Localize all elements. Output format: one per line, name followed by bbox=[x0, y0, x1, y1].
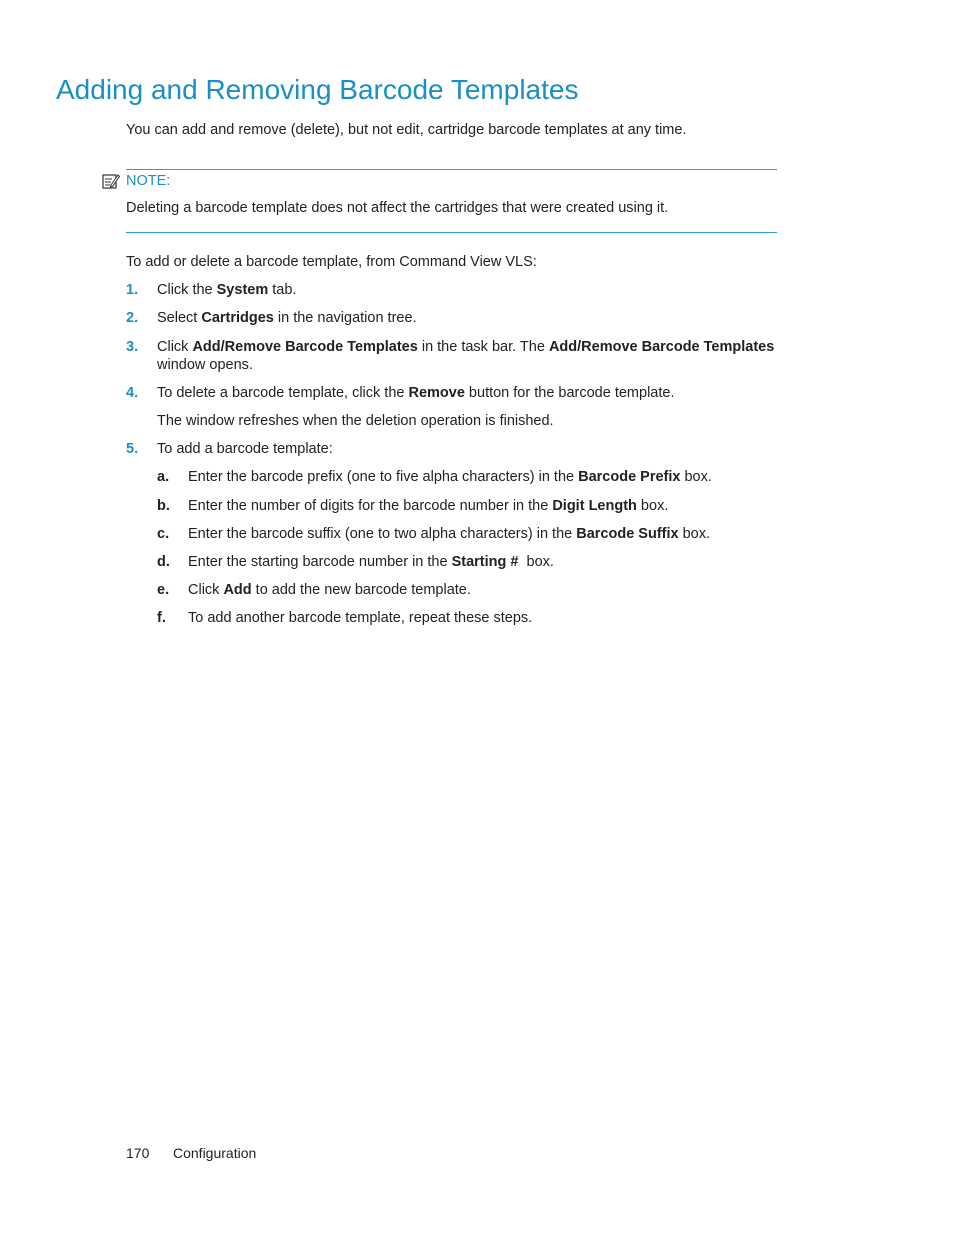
ui-term: Add bbox=[223, 582, 252, 598]
ui-term: Starting # bbox=[451, 554, 519, 570]
step-number: 4. bbox=[126, 385, 139, 401]
step-text: Click Add/Remove Barcode Templates in the task bar. The Add/Remove Barcode Templates bbox=[157, 339, 775, 355]
note-top-rule bbox=[126, 169, 777, 170]
substep-letter: c. bbox=[157, 526, 170, 542]
ui-term: Barcode Suffix bbox=[576, 526, 679, 542]
substep-letter: f. bbox=[157, 610, 166, 626]
ui-term: Remove bbox=[408, 385, 465, 401]
step-number: 2. bbox=[126, 310, 139, 326]
step-number: 1. bbox=[126, 282, 139, 298]
note-text: Deleting a barcode template does not affect the cartridges that were created using it. bbox=[126, 200, 669, 216]
note-bottom-rule bbox=[126, 232, 777, 233]
note-label: NOTE: bbox=[126, 173, 171, 189]
ui-term: Add/Remove Barcode Templates bbox=[192, 339, 418, 355]
substep-letter: b. bbox=[157, 498, 170, 514]
substep-text: Enter the barcode suffix (one to two alpha characters) in the Barcode Suffix box. bbox=[188, 526, 711, 542]
ui-term: Digit Length bbox=[552, 498, 637, 514]
note-icon bbox=[102, 173, 120, 189]
intro-text: You can add and remove (delete), but not edit, cartridge barcode templates at any time. bbox=[126, 122, 687, 138]
step-result-text: The window refreshes when the deletion operation is finished. bbox=[157, 413, 554, 429]
step-text: To add a barcode template: bbox=[157, 441, 333, 457]
step-text: Click the System tab. bbox=[157, 282, 297, 298]
substep-text: Enter the starting barcode number in the Starting # box. bbox=[188, 554, 554, 570]
page-number: 170 bbox=[126, 1145, 150, 1161]
ui-term: System bbox=[216, 282, 269, 298]
step-number: 3. bbox=[126, 339, 139, 355]
page-title: Adding and Removing Barcode Templates bbox=[56, 74, 579, 105]
step-text: To delete a barcode template, click the Remove button for the barcode template. bbox=[157, 385, 675, 401]
lead-text: To add or delete a barcode template, from Command View VLS: bbox=[126, 254, 537, 270]
step-number: 5. bbox=[126, 441, 139, 457]
substep-text: Enter the number of digits for the barcode number in the Digit Length box. bbox=[188, 498, 669, 514]
section-name: Configuration bbox=[173, 1145, 257, 1161]
substep-letter: a. bbox=[157, 469, 170, 485]
substep-text: Enter the barcode prefix (one to five alpha characters) in the Barcode Prefix box. bbox=[188, 469, 712, 485]
note-header bbox=[102, 173, 170, 189]
ui-term: Barcode Prefix bbox=[578, 469, 681, 485]
ui-term: Add/Remove Barcode Templates bbox=[548, 339, 775, 355]
ui-term: Cartridges bbox=[201, 310, 274, 326]
step-text-continued: window opens. bbox=[157, 357, 253, 373]
substep-letter: e. bbox=[157, 582, 170, 598]
substep-text: Click Add to add the new barcode template. bbox=[188, 582, 471, 598]
substep-letter: d. bbox=[157, 554, 170, 570]
step-text: Select Cartridges in the navigation tree. bbox=[157, 310, 417, 326]
substep-text: To add another barcode template, repeat these steps. bbox=[188, 610, 533, 626]
